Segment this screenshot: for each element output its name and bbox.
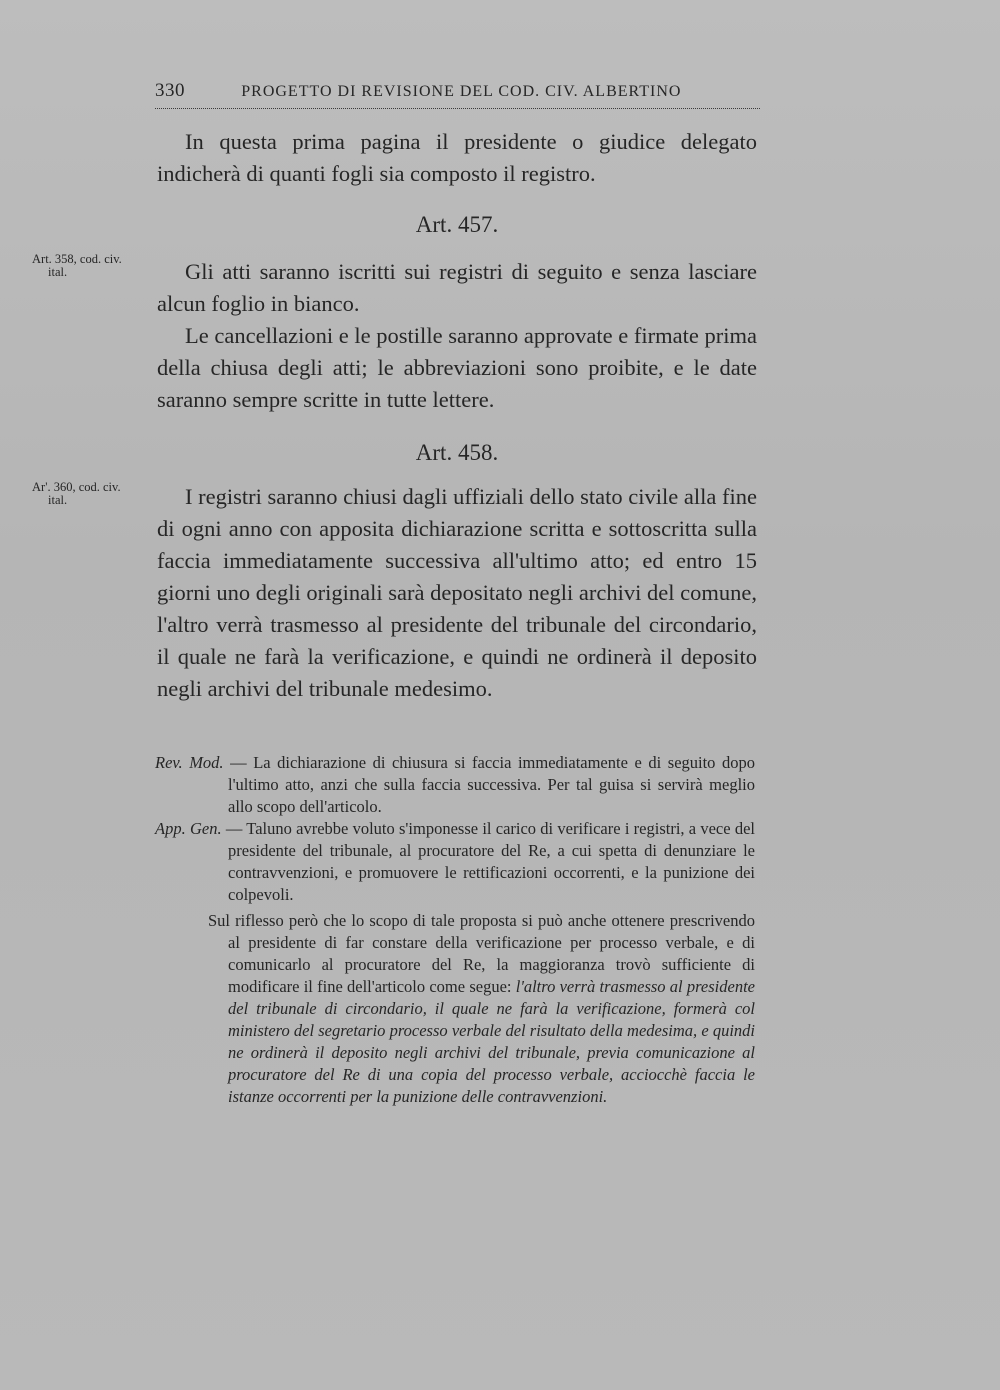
note-app-gen [155,818,755,906]
intro-paragraph [157,126,757,190]
margin-note-457-line1: Art. 358, cod. civ. [32,252,122,266]
margin-note-458-line2: ital. [48,493,68,507]
note-rev-mod-label: Rev. Mod. [155,753,224,772]
note-rev-mod-text: — La dichiarazione di chiusura si faccia immediatamente e di seguito dopo l'ultimo atto, anzi che sulla faccia successiva. Per tal guisa si servirà meglio allo scopo dell'articolo. [223,753,755,816]
running-title: PROGETTO DI REVISIONE DEL COD. CIV. ALBERTINO [241,83,682,100]
page-number: 330 [155,80,185,101]
margin-note-458-line1: Ar'. 360, cod. civ. [32,480,121,494]
article-458-para1: I registri saranno chiusi dagli uffiziali dello stato civile alla fine di ogni anno con apposita dichiarazione scritta e sottoscritta sulla faccia immediatamente successiva all'ultimo atto; ed entro 15 giorni uno degli originali sarà depositato negli archivi del comune, l'altro verrà trasmesso al presidente del tribunale del circondario, il quale ne farà la verificazione, e quindi ne ordinerà il deposito negli archivi del tribunale medesimo. [157,484,757,701]
article-457-para1: Gli atti saranno iscritti sui registri di seguito e senza lasciare alcun foglio in bianco. [157,259,757,316]
article-457-para2: Le cancellazioni e le postille saranno approvate e firmate prima della chiusa degli atti; le abbreviazioni sono proibite, e le date saranno sempre scritte in tutte lettere. [157,323,757,412]
article-458-heading: Art. 458. [415,440,499,465]
note-app-gen-text: — Taluno avrebbe voluto s'imponesse il carico di verificare i registri, a vece del presidente del tribunale, al procuratore del Re, a cui spetta di denunziare le contravvenzioni, e promuovere le rettificazioni occorrenti, e la punizione dei colpevoli. [221,819,755,904]
intro-text: In questa prima pagina il presidente o giudice delegato indicherà di quanti fogli sia composto il registro. [157,129,757,186]
article-457-body [157,256,757,416]
note-sul-riflesso-text: Sul riflesso però che lo scopo di tale proposta si può anche ottenere prescrivendo al presidente di far constare della verificazione per processo verbale, e di comunicarlo al procuratore del Re, la maggioranza trovò sufficiente di modificare il fine dell'articolo come segue: [208,911,755,996]
running-header [155,80,760,109]
article-457-heading: Art. 457. [415,212,499,237]
note-app-gen-label: App. Gen. [155,819,222,838]
margin-note-457 [32,253,152,279]
margin-note-457-line2: ital. [48,265,68,279]
margin-note-458 [32,481,152,507]
note-sul-riflesso-italic: l'altro verrà trasmesso al presidente del tribunale di circondario, il quale ne farà la verificazione, formerà col ministero del segretario processo verbale del risultato della medesima, e quindi ne ordinerà il deposito negli archivi del tribunale, previa comunicazione al procuratore del Re di una copia del processo verbale, acciocchè faccia le istanze occorrenti per la punizione delle contravvenzioni. [228,977,755,1106]
commentary-notes [155,752,755,1108]
note-sul-riflesso [155,910,755,1108]
article-458-body [157,481,757,705]
note-rev-mod [155,752,755,818]
